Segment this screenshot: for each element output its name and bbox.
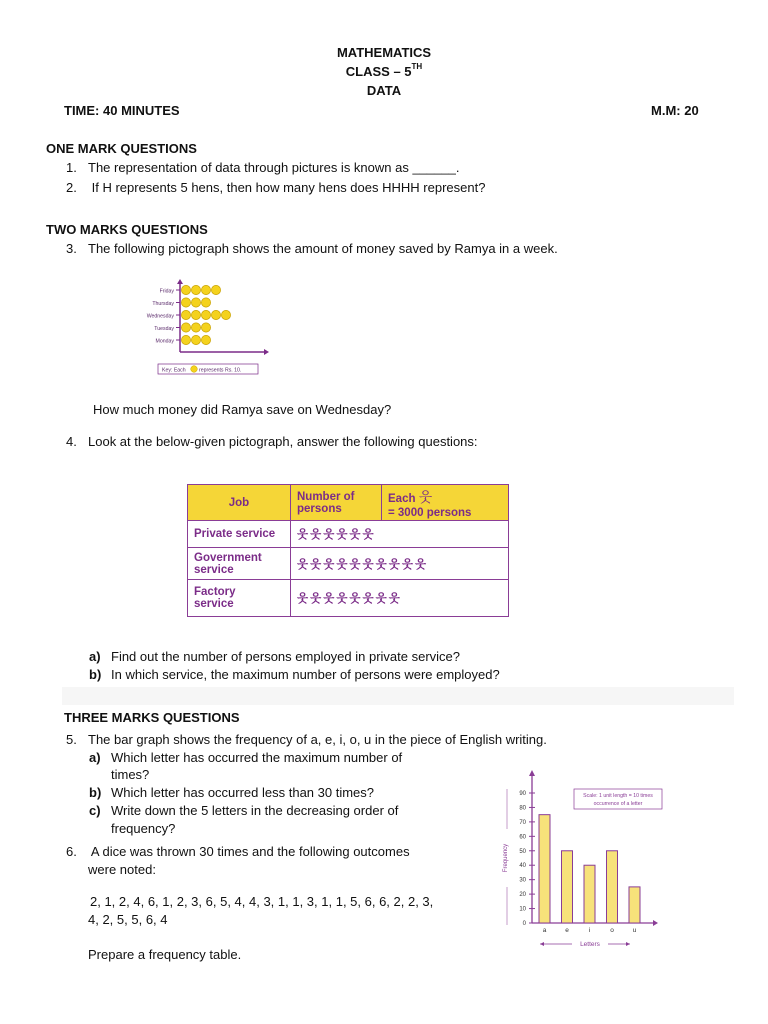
- table-row: [188, 521, 509, 548]
- question-number: 6.: [66, 844, 77, 859]
- question-number: 4.: [66, 434, 77, 449]
- coin-icon: [201, 310, 210, 319]
- question-5a: [89, 750, 402, 765]
- coin-icon: [201, 335, 210, 344]
- bar: [584, 865, 595, 923]
- person-icons: 웃웃웃웃웃웃웃웃웃웃: [291, 548, 509, 580]
- sub-label: a): [89, 750, 101, 765]
- y-tick-label: 0: [522, 921, 526, 927]
- money-pictograph: [138, 278, 278, 388]
- coin-icon: [191, 285, 200, 294]
- bar: [607, 851, 618, 923]
- job-cell: Private service: [188, 521, 291, 548]
- time-label: TIME: 40 MINUTES: [64, 103, 180, 118]
- question-text: The bar graph shows the frequency of a, e, i, o, u in the piece of English writing.: [88, 732, 547, 747]
- question-4: [66, 434, 478, 449]
- class-label: CLASS – 5: [345, 64, 412, 79]
- sub-label: a): [89, 649, 101, 664]
- question-2: [66, 180, 485, 195]
- y-tick-label: 30: [519, 877, 526, 884]
- dice-outcomes-line1: 2, 1, 2, 4, 6, 1, 2, 3, 6, 5, 4, 4, 3, 1, 1, 3, 1, 1, 5, 6, 6, 2, 2, 3,: [90, 894, 434, 909]
- key-prefix: Key: Each: [162, 367, 186, 374]
- coin-icon: [181, 285, 190, 294]
- question-text: Look at the below-given pictograph, answer the following questions:: [88, 434, 478, 449]
- y-tick-label: 80: [519, 805, 526, 812]
- header-number-line2: persons: [297, 502, 342, 515]
- question-number: 1.: [66, 160, 77, 175]
- question-5a-cont: times?: [111, 767, 150, 782]
- coin-icon: [191, 323, 200, 332]
- y-tick-label: 10: [519, 906, 526, 913]
- day-label: Friday: [159, 288, 174, 295]
- x-axis-arrow: [264, 349, 269, 355]
- person-icons: 웃웃웃웃웃웃웃웃: [291, 580, 509, 617]
- day-label: Tuesday: [154, 326, 174, 332]
- y-axis-arrow: [529, 770, 535, 776]
- question-5: [66, 732, 547, 747]
- y-tick-label: 50: [519, 848, 526, 855]
- dice-outcomes-line2: 4, 2, 5, 5, 6, 4: [88, 912, 168, 927]
- coin-icon: [181, 298, 190, 307]
- question-4b: [89, 667, 500, 682]
- question-number: 5.: [66, 732, 77, 747]
- day-label: Wednesday: [146, 313, 174, 320]
- coin-icon: [201, 285, 210, 294]
- employment-pictograph-table: [187, 484, 509, 617]
- x-tick-label: u: [632, 927, 637, 934]
- header-number: [291, 485, 382, 521]
- y-axis-arrow: [177, 279, 183, 284]
- sub-label: b): [89, 667, 102, 682]
- coin-icon: [191, 310, 200, 319]
- y-tick-label: 90: [519, 791, 526, 797]
- coin-icon: [181, 310, 190, 319]
- sub-label: b): [89, 785, 102, 800]
- table-row: [188, 548, 509, 580]
- subject-title: MATHEMATICS: [336, 45, 432, 60]
- coin-icon: [181, 323, 190, 332]
- bar: [562, 851, 573, 923]
- y-tick-label: 20: [519, 892, 526, 899]
- y-tick-label: 40: [519, 863, 526, 870]
- job-cell: Government service: [188, 548, 291, 580]
- y-tick-label: 70: [519, 819, 526, 826]
- coin-icon: [191, 298, 200, 307]
- table-row: [188, 580, 509, 617]
- x-tick-label: a: [542, 927, 547, 934]
- x-tick-label: i: [588, 927, 591, 934]
- section-two-marks: TWO MARKS QUESTIONS: [46, 222, 208, 237]
- x-tick-label: e: [565, 927, 569, 934]
- header-each-line1: Each 웃: [388, 488, 435, 505]
- y-tick-label: 60: [519, 834, 526, 841]
- header-each-line2: = 3000 persons: [388, 506, 472, 519]
- question-text: The following pictograph shows the amount of money saved by Ramya in a week.: [88, 241, 558, 256]
- header-number-line1: Number of: [297, 490, 355, 503]
- header-job: Job: [188, 485, 291, 521]
- question-5c: [89, 803, 398, 818]
- sub-text: Write down the 5 letters in the decreasing order of: [111, 803, 399, 818]
- person-icons: 웃웃웃웃웃웃: [291, 521, 509, 548]
- coin-icon: [211, 310, 220, 319]
- coin-icon: [201, 298, 210, 307]
- day-label: Thursday: [152, 301, 174, 307]
- day-label: Monday: [155, 338, 174, 345]
- question-6-task: Prepare a frequency table.: [88, 947, 242, 962]
- vowel-frequency-bar-chart: [490, 767, 670, 952]
- question-6: [66, 844, 410, 859]
- sub-label: c): [89, 803, 101, 818]
- class-superscript: TH: [411, 62, 423, 71]
- question-3: [66, 241, 558, 256]
- coin-icon: [191, 335, 200, 344]
- bar: [539, 815, 550, 923]
- section-one-mark: ONE MARK QUESTIONS: [46, 141, 197, 156]
- sub-text: In which service, the maximum number of persons were employed?: [111, 667, 500, 682]
- coin-icon: [221, 310, 230, 319]
- scale-note-line1: Scale: 1 unit length = 10 times: [583, 793, 653, 799]
- sub-text: Which letter has occurred the maximum number of: [111, 750, 403, 765]
- sub-text: Find out the number of persons employed in private service?: [111, 649, 461, 664]
- x-axis-arrow: [653, 920, 658, 926]
- person-icon: 웃: [418, 488, 435, 505]
- question-number: 2.: [66, 180, 77, 195]
- question-text: A dice was thrown 30 times and the following outcomes: [88, 844, 410, 859]
- x-axis-title-arrow: [540, 942, 544, 946]
- sub-text: Which letter has occurred less than 30 times?: [111, 785, 375, 800]
- question-5c-cont: frequency?: [111, 821, 176, 836]
- question-text: The representation of data through pictures is known as ______.: [88, 160, 460, 175]
- x-axis-title: Letters: [580, 941, 600, 948]
- scale-note-line2: occurrence of a letter: [593, 801, 643, 807]
- question-number: 3.: [66, 241, 77, 256]
- coin-icon: [201, 323, 210, 332]
- y-axis-title: Frequency: [503, 843, 509, 873]
- topic-title: DATA: [366, 83, 402, 98]
- highlight-band: [62, 687, 734, 705]
- question-5b: [89, 785, 374, 800]
- section-three-marks: THREE MARKS QUESTIONS: [64, 710, 240, 725]
- question-6-cont: were noted:: [88, 862, 156, 877]
- question-4a: [89, 649, 460, 664]
- x-tick-label: o: [610, 927, 614, 934]
- table-header-row: [188, 485, 509, 521]
- bar: [629, 887, 640, 923]
- coin-icon: [181, 335, 190, 344]
- question-3-sub: How much money did Ramya save on Wednesday?: [93, 402, 392, 417]
- marks-label: M.M: 20: [651, 103, 699, 118]
- class-title: [0, 64, 768, 79]
- header-each: [382, 485, 509, 521]
- question-text: If H represents 5 hens, then how many hens does HHHH represent?: [88, 180, 486, 195]
- key-suffix: represents Rs. 10.: [199, 367, 242, 374]
- coin-icon: [211, 285, 220, 294]
- coin-icon: [191, 366, 198, 373]
- x-axis-title-arrow: [626, 942, 630, 946]
- question-1: [66, 160, 459, 175]
- job-cell: Factory service: [188, 580, 291, 617]
